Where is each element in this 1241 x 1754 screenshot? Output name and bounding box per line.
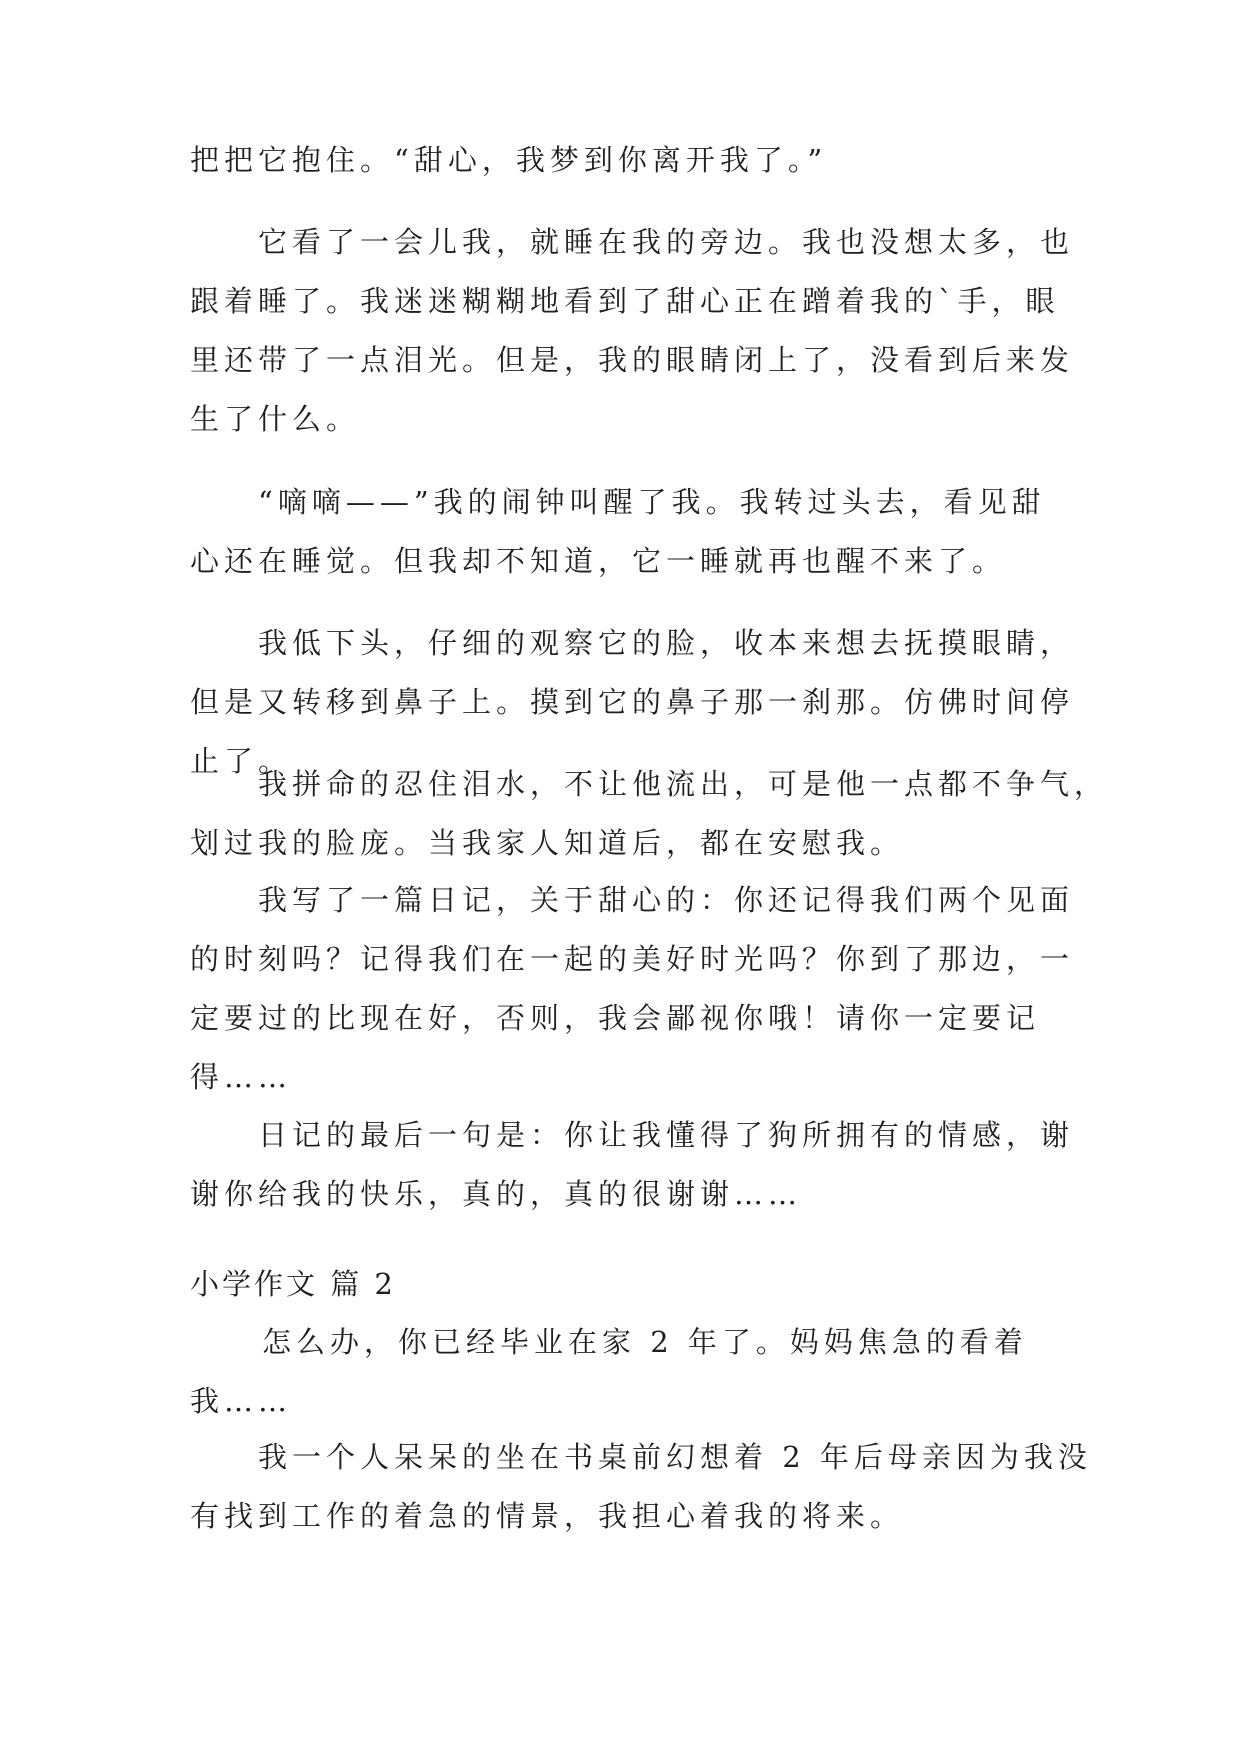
text-line: 有找到工作的着急的情景，我担心着我的将来。: [190, 1499, 905, 1533]
text-line: 的时刻吗？记得我们在一起的美好时光吗？你到了那边，一: [190, 942, 1075, 976]
paragraph-diary-end: [190, 1106, 1075, 1224]
text-line: 我……: [190, 1384, 293, 1418]
paragraph-tears: [190, 755, 1109, 873]
text-line: 我低下头，仔细的观察它的脸，收本来想去抚摸眼睛，: [258, 626, 1075, 660]
paragraph-alarm: [190, 473, 1050, 591]
paragraph-worry: [190, 1428, 1092, 1546]
text-line: 把把它抱住。“甜心，我梦到你离开我了。”: [190, 143, 828, 177]
section-title: 小学作文 篇 2: [190, 1267, 396, 1301]
paragraph-sleep: [190, 213, 1075, 449]
text-line: 跟着睡了。我迷迷糊糊地看到了甜心正在蹭着我的`手，眼: [190, 284, 1060, 318]
paragraph-graduate: [190, 1313, 1050, 1431]
text-line: 划过我的脸庞。当我家人知道后，都在安慰我。: [190, 826, 905, 860]
paragraph-diary: [190, 871, 1075, 1107]
text-line: 里还带了一点泪光。但是，我的眼睛闭上了，没看到后来发: [190, 343, 1075, 377]
text-line: 它看了一会儿我，就睡在我的旁边。我也没想太多，也: [258, 225, 1075, 259]
text-line: 我一个人呆呆的坐在书桌前幻想着 2 年后母亲因为我没: [258, 1440, 1092, 1474]
paragraph-dream: [190, 131, 1050, 190]
text-line: “嘀嘀——”我的闹钟叫醒了我。我转过头去，看见甜: [258, 485, 1046, 519]
text-line: 谢你给我的快乐，真的，真的很谢谢……: [190, 1177, 803, 1211]
text-line: 止了。: [190, 744, 293, 778]
text-line: 生了什么。: [190, 402, 361, 436]
text-line: 怎么办，你已经毕业在家 2 年了。妈妈焦急的看着: [262, 1325, 1028, 1359]
text-line: 心还在睡觉。但我却不知道，它一睡就再也醒不来了。: [190, 544, 1007, 578]
text-line: 定要过的比现在好，否则，我会鄙视你哦！请你一定要记: [190, 1001, 1041, 1035]
text-line: 我拼命的忍住泪水，不让他流出，可是他一点都不争气，: [258, 767, 1109, 801]
text-line: 我写了一篇日记，关于甜心的：你还记得我们两个见面: [258, 883, 1075, 917]
text-line: 但是又转移到鼻子上。摸到它的鼻子那一刹那。仿佛时间停: [190, 685, 1075, 719]
text-line: 得……: [190, 1060, 293, 1094]
text-line: 日记的最后一句是：你让我懂得了狗所拥有的情感，谢: [258, 1118, 1075, 1152]
